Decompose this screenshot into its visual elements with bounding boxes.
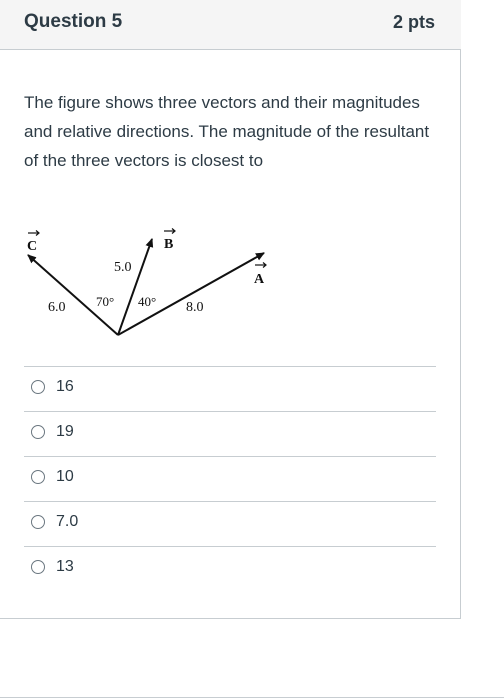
magnitude-c: 6.0 [48,300,66,315]
question-points: 2 pts [392,12,435,32]
question-title: Question 5 [24,11,123,32]
question-text: The figure shows three vectors and their magnitudes and relative directions. The magnitude of the resultant of the three vectors is closest to [24,93,430,170]
answer-label: 16 [56,378,74,395]
radio-button[interactable] [31,425,45,439]
radio-button[interactable] [31,515,45,529]
svg-text:B: B [164,237,174,252]
divider [0,697,504,698]
radio-button[interactable] [31,470,45,484]
answer-option[interactable] [24,501,436,546]
vector-figure [20,225,280,345]
vector-c-name [27,231,39,255]
answer-option[interactable] [24,546,436,591]
radio-button[interactable] [31,560,45,574]
angle-b-a: 40° [138,294,157,309]
vector-a-name [254,263,266,288]
vector-b-line [118,239,152,335]
answer-option[interactable] [24,456,436,501]
answer-label: 13 [56,558,74,575]
answer-list [24,366,436,591]
answer-label: 19 [56,423,74,440]
answer-option[interactable] [24,411,436,456]
answer-label: 7.0 [56,513,79,530]
magnitude-a: 8.0 [186,300,204,315]
angle-c-b: 70° [96,294,115,309]
answer-option[interactable] [24,366,436,411]
radio-button[interactable] [31,380,45,394]
svg-text:A: A [254,272,265,287]
magnitude-b: 5.0 [114,260,132,275]
question-header [0,0,461,50]
svg-text:C: C [27,239,38,254]
vector-b-name [164,229,175,253]
answer-label: 10 [56,468,74,485]
